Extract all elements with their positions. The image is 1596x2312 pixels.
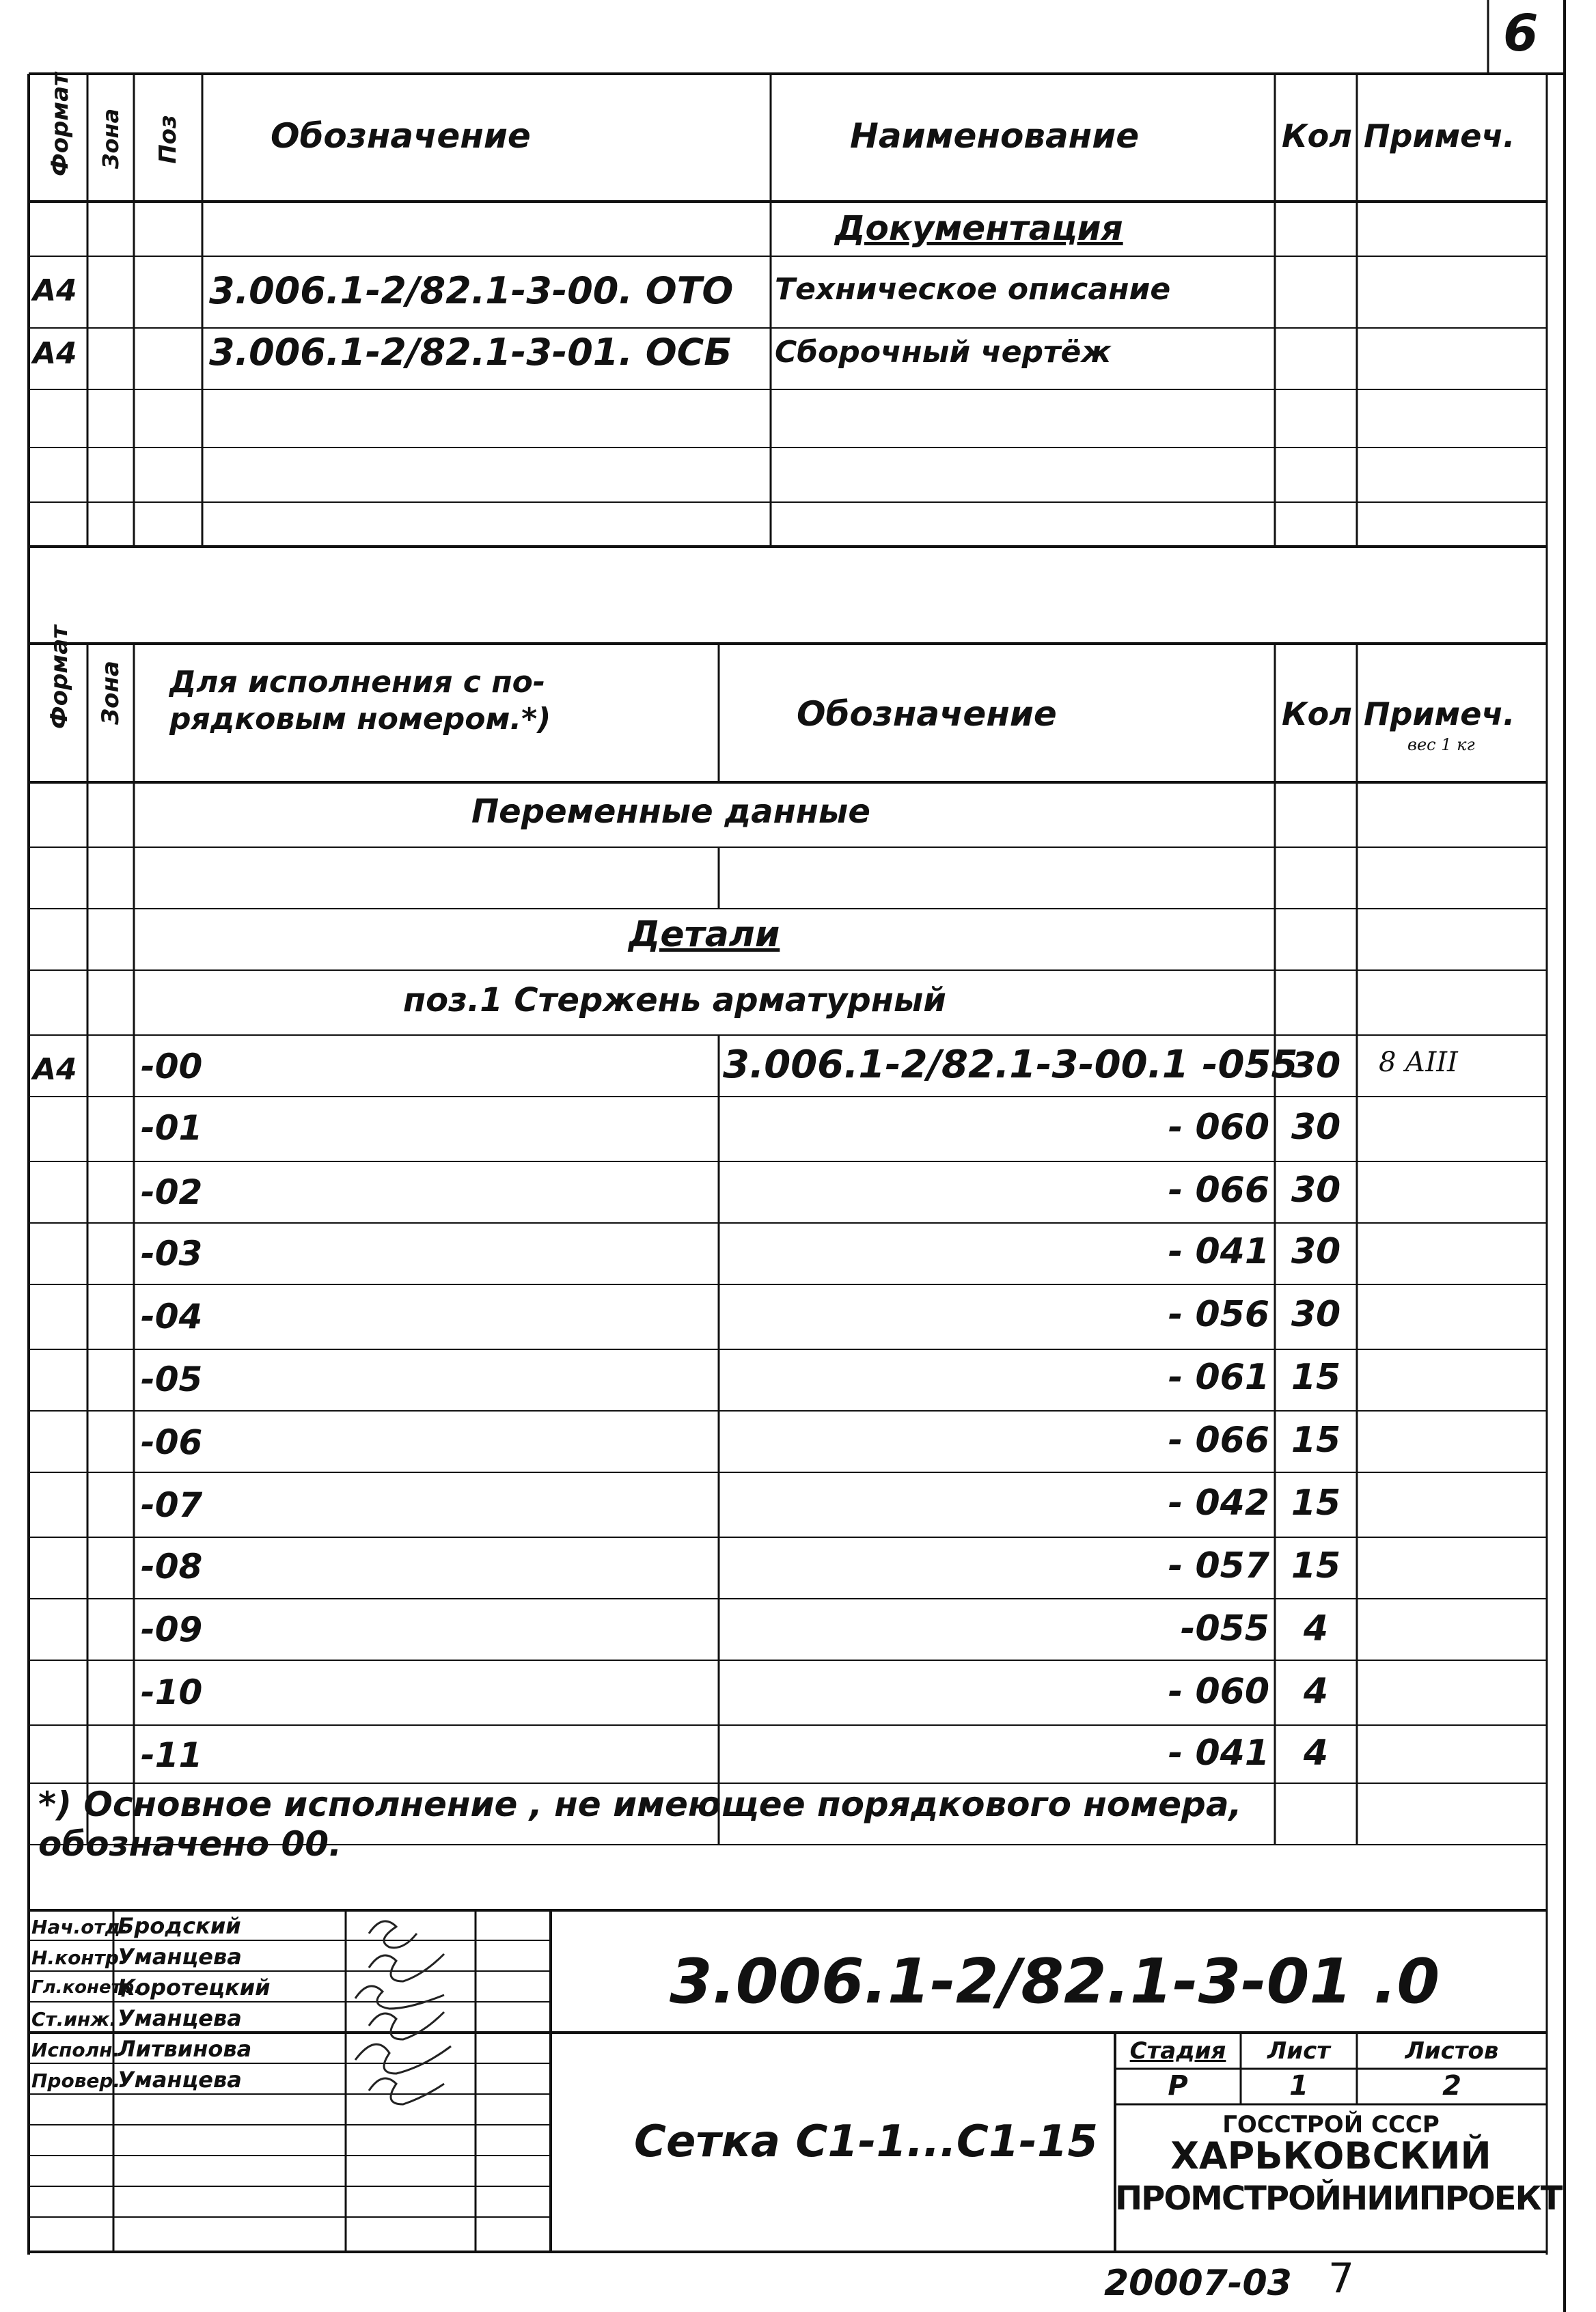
var-row-variant: -04 <box>141 1297 203 1336</box>
var-row-qty: 15 <box>1291 1545 1341 1586</box>
var-row-designation: - 057 <box>1168 1545 1269 1586</box>
var-header-note-sub: вес 1 кг <box>1407 735 1475 754</box>
signer-role: Исполн. <box>31 2039 120 2061</box>
var-row-variant: -07 <box>141 1485 203 1525</box>
spec-row-format: А4 <box>33 273 77 308</box>
signer-name: Бродский <box>118 1913 241 1939</box>
sheets-label: Листов <box>1405 2037 1499 2065</box>
var-row-qty: 4 <box>1303 1733 1329 1774</box>
spec-header-qty: Кол <box>1282 118 1352 154</box>
document-name: Сетка С1-1...С1-15 <box>634 2117 1099 2167</box>
var-row-variant: -11 <box>141 1735 203 1775</box>
signer-name: Уманцева <box>118 2005 242 2031</box>
position-title: поз.1 Стержень арматурный <box>403 981 946 1019</box>
var-header-note: Примеч. <box>1364 696 1515 732</box>
stage-value: Р <box>1168 2070 1188 2102</box>
var-row-qty: 15 <box>1291 1483 1341 1524</box>
spec-header-note: Примеч. <box>1364 118 1515 154</box>
var-row-variant: -10 <box>141 1673 203 1712</box>
var-row-variant: -03 <box>141 1234 203 1274</box>
signer-role: Ст.инж. <box>31 2008 117 2031</box>
spec-header-pos: Поз <box>154 115 182 164</box>
org-line-3: ПРОМСТРОЙНИИПРОЕКТ <box>1115 2179 1562 2218</box>
var-row-variant: -02 <box>141 1172 203 1212</box>
signer-role: Н.контр. <box>31 1946 126 1969</box>
signer-name: Коротецкий <box>118 1974 271 2000</box>
var-row-designation: - 056 <box>1168 1294 1269 1335</box>
var-row-designation: - 042 <box>1168 1483 1269 1524</box>
var-row-format: А4 <box>33 1052 77 1087</box>
signer-role: Провер. <box>31 2069 121 2092</box>
spec-row-format: А4 <box>33 336 77 371</box>
spec-header-format: Формат <box>46 72 74 176</box>
signer-role: Нач.отд. <box>31 1916 128 1938</box>
var-row-designation: - 041 <box>1168 1231 1269 1272</box>
details-title: Детали <box>629 914 780 955</box>
variable-data-title: Переменные данные <box>471 793 870 831</box>
sheets-value: 2 <box>1442 2070 1461 2102</box>
var-row-designation: - 066 <box>1168 1170 1269 1211</box>
sheet-label: Лист <box>1267 2037 1330 2065</box>
var-row-qty: 30 <box>1291 1045 1341 1086</box>
org-line-2: ХАРЬКОВСКИЙ <box>1170 2134 1491 2177</box>
var-header-designation: Обозначение <box>797 694 1057 734</box>
archive-number: 7 <box>1328 2255 1355 2302</box>
var-row-qty: 30 <box>1291 1170 1341 1211</box>
var-row-designation: -055 <box>1180 1608 1269 1649</box>
footnote: *) Основное исполнение , не имеющее порядкового номера, обозначено 00. <box>38 1785 1242 1864</box>
spec-row-designation: 3.006.1-2/82.1-3-01. ОСБ <box>209 331 732 374</box>
spec-header-designation: Обозначение <box>271 116 531 156</box>
page-number: 6 <box>1503 4 1539 63</box>
signer-name: Литвинова <box>118 2036 252 2062</box>
signer-name: Уманцева <box>118 2067 242 2093</box>
org-line-1: ГОССТРОЙ СССР <box>1222 2111 1440 2138</box>
var-row-variant: -05 <box>141 1360 203 1399</box>
signer-name: Уманцева <box>118 1944 242 1970</box>
var-row-variant: -00 <box>141 1047 203 1086</box>
var-row-designation: - 061 <box>1168 1357 1269 1398</box>
var-header-qty: Кол <box>1282 696 1352 732</box>
sheet-value: 1 <box>1289 2070 1308 2102</box>
stage-label: Стадия <box>1129 2037 1226 2065</box>
var-header-format: Формат <box>46 625 73 729</box>
var-row-qty: 15 <box>1291 1420 1341 1461</box>
spec-header-name: Наименование <box>850 116 1140 156</box>
document-code: 3.006.1-2/82.1-3-01 .0 <box>670 1946 1440 2018</box>
var-row-variant: -01 <box>141 1108 203 1148</box>
var-row-qty: 15 <box>1291 1357 1341 1398</box>
var-row-note: 8 АIII <box>1379 1047 1458 1078</box>
var-row-qty: 30 <box>1291 1107 1341 1148</box>
spec-row-name: Сборочный чертёж <box>775 335 1112 370</box>
var-row-designation: - 060 <box>1168 1107 1269 1148</box>
var-row-designation: - 041 <box>1168 1733 1269 1774</box>
spec-row-name: Техническое описание <box>775 272 1171 307</box>
var-row-designation: - 066 <box>1168 1420 1269 1461</box>
var-header-variant: Для исполнения с по- рядковым номером.*) <box>169 665 551 737</box>
archive-code: 20007-03 <box>1104 2263 1292 2304</box>
var-row-variant: -08 <box>141 1547 203 1586</box>
spec-row-section-title: Документация <box>835 208 1123 248</box>
var-row-variant: -09 <box>141 1610 203 1649</box>
spec-row-designation: 3.006.1-2/82.1-3-00. ОТО <box>209 269 734 312</box>
signer-role: Гл.конетр. <box>31 1977 141 1998</box>
spec-header-zone: Зона <box>98 108 124 169</box>
var-row-designation: 3.006.1-2/82.1-3-00.1 -055 <box>723 1043 1298 1087</box>
var-row-qty: 4 <box>1303 1671 1329 1712</box>
var-header-zone: Зона <box>97 661 124 725</box>
var-row-qty: 30 <box>1291 1294 1341 1335</box>
var-row-qty: 4 <box>1303 1608 1329 1649</box>
var-row-variant: -06 <box>141 1422 203 1462</box>
var-row-qty: 30 <box>1291 1231 1341 1272</box>
var-row-designation: - 060 <box>1168 1671 1269 1712</box>
